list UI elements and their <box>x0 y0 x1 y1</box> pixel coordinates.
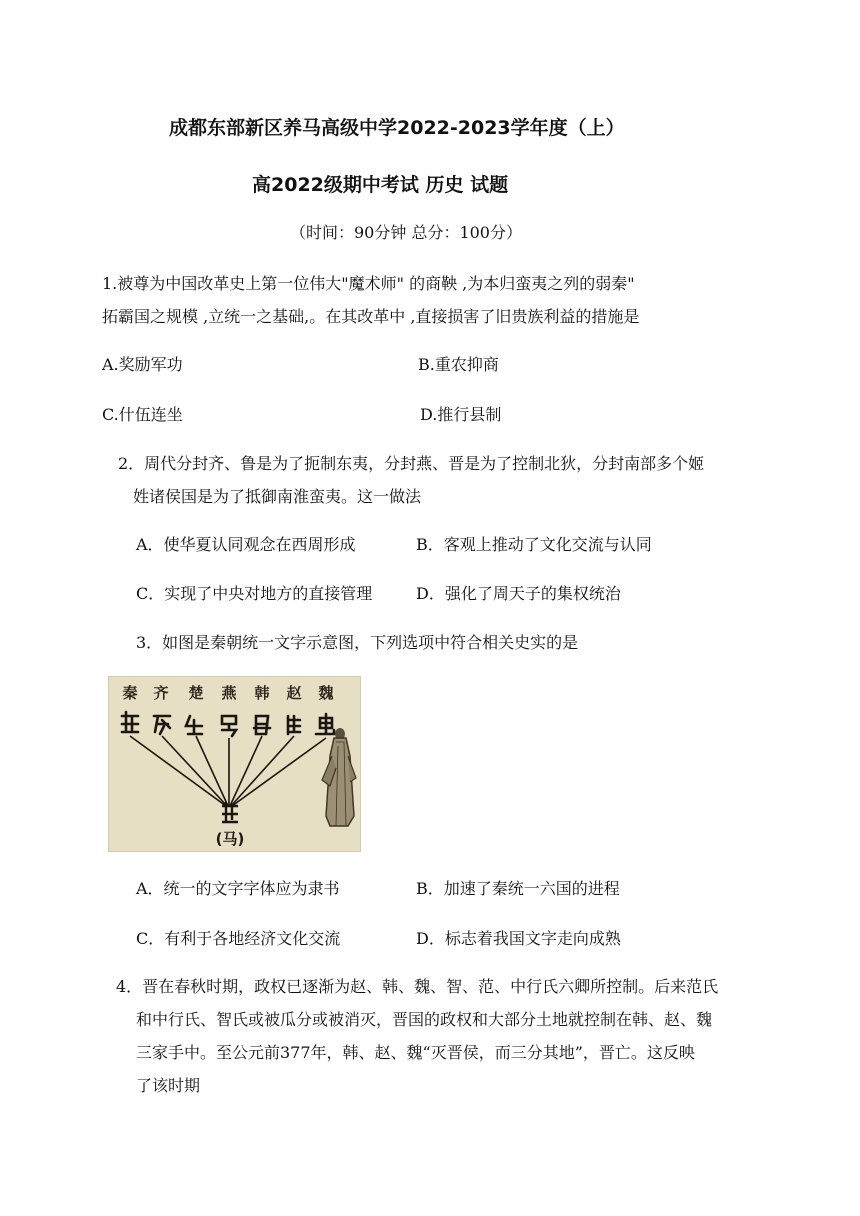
q2-option-a: A．使华夏认同观念在西周形成 <box>136 535 356 554</box>
q1-option-b: B.重农抑商 <box>418 355 499 374</box>
q1-option-c: C.什伍连坐 <box>102 405 183 424</box>
q4-stem-line3: 三家手中。至公元前377年，韩、赵、魏“灭晋侯，而三分其地”，晋亡。这反映 <box>136 1043 695 1062</box>
q2-option-b: B．客观上推动了文化交流与认同 <box>416 535 652 554</box>
q2-stem-line2: 姓诸侯国是为了抵御南淮蛮夷。这一做法 <box>133 487 422 506</box>
exam-title-line2: 高2022级期中考试 历史 试题 <box>252 174 509 196</box>
figure-background <box>108 676 361 852</box>
q1-option-d: D.推行县制 <box>420 405 502 424</box>
writing-unification-figure <box>108 676 361 852</box>
q1-stem-line2: 拓霸国之规模 ,立统一之基础,。在其改革中 ,直接损害了旧贵族利益的措施是 <box>102 307 640 326</box>
state-zhao-label: 赵 <box>286 684 302 702</box>
q2-stem-line1: 2．周代分封齐、鲁是为了扼制东夷，分封燕、晋是为了控制北狄，分封南部多个姬 <box>118 454 705 473</box>
q4-stem-line4: 了该时期 <box>136 1076 201 1095</box>
q2-option-c: C．实现了中央对地方的直接管理 <box>136 584 373 603</box>
q3-option-c: C．有利于各地经济文化交流 <box>136 929 341 948</box>
q3-option-d: D．标志着我国文字走向成熟 <box>416 929 621 948</box>
state-chu-label: 楚 <box>188 684 204 702</box>
exam-info: （时间：90分钟 总分：100分） <box>290 223 522 242</box>
q2-option-d: D．强化了周天子的集权统治 <box>416 584 621 603</box>
q4-stem-line2: 和中行氏、智氏或被瓜分或被消灭，晋国的政权和大部分土地就控制在韩、赵、魏 <box>136 1010 713 1029</box>
state-qi-label: 齐 <box>153 684 169 702</box>
q1-option-a: A.奖励军功 <box>102 355 183 374</box>
q1-stem-line1: 1.被尊为中国改革史上第一位伟大"魔术师" 的商鞅 ,为本归蛮夷之列的弱秦" <box>102 274 635 293</box>
state-han-label: 韩 <box>254 684 270 702</box>
exam-title-line1: 成都东部新区养马高级中学2022-2023学年度（上） <box>169 117 625 139</box>
unified-char-label: (马) <box>215 830 245 848</box>
q3-option-a: A．统一的文字字体应为隶书 <box>136 879 340 898</box>
state-yan-label: 燕 <box>221 684 237 702</box>
zhao-script-glyph <box>288 716 300 734</box>
q4-stem-line1: 4．晋在春秋时期，政权已逐渐为赵、韩、魏、智、范、中行氏六卿所控制。后来范氏 <box>116 977 719 996</box>
state-qin-label: 秦 <box>122 684 138 702</box>
state-wei-label: 魏 <box>318 684 334 702</box>
q3-option-b: B．加速了秦统一六国的进程 <box>416 879 620 898</box>
q3-stem: 3．如图是秦朝统一文字示意图，下列选项中符合相关史实的是 <box>136 633 579 652</box>
